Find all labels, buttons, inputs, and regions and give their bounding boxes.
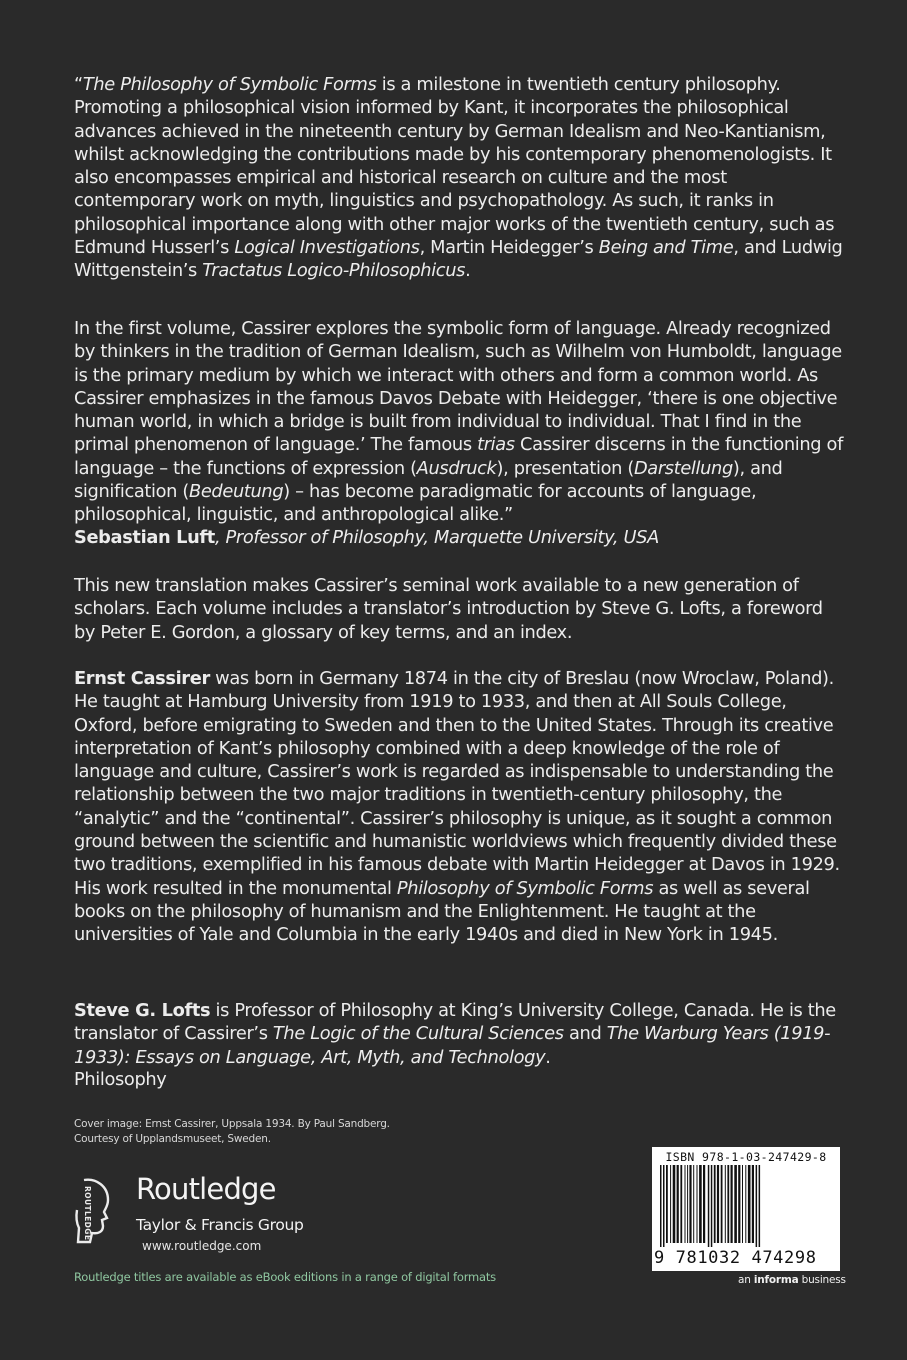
quote-paragraph-1-run: , and Ludwig Wittgenstein’s — [74, 237, 843, 282]
quote-paragraph-2-run: ) – has become paradigmatic for accounts of language, philosophical, linguistic, and anthropological alike.” — [74, 481, 757, 526]
barcode-bars — [658, 1165, 834, 1247]
quote-paragraph-2-run: ), and signification ( — [74, 457, 783, 503]
translator-bio-run: The Logic of the Cultural Sciences — [272, 1023, 564, 1045]
barcode-bar — [703, 1165, 705, 1243]
barcode-bar — [738, 1165, 740, 1243]
subject-label: Philosophy — [74, 1069, 167, 1090]
quote-paragraph-1-run: is a milestone in twentieth century philosophy. Promoting a philosophical vision informed by Kant, it incorporates the philosophical advances achieved in the nineteenth century by German Idealism and Neo-Kantianism, whilst acknowledging the contributions made by his contemporary phenomenologists. It also encompasses empirical and historical research on culture and the most contemporary work on myth, linguistics and psychopathology. As such, it ranks in philosophical importance along with other major works of the twentieth century, such as Edmund Husserl’s — [74, 74, 835, 259]
barcode-bar — [759, 1165, 761, 1247]
informa-suffix: business — [798, 1274, 846, 1286]
translator-bio-run: Steve G. Lofts — [74, 1000, 211, 1021]
isbn-barcode — [652, 1147, 840, 1271]
quote-paragraph-2-run: trias — [477, 434, 515, 456]
barcode-bar — [670, 1165, 671, 1243]
barcode-bar — [687, 1165, 688, 1243]
author-bio — [74, 667, 844, 947]
author-bio-run: Ernst Cassirer — [74, 668, 210, 689]
author-bio-run: was born in Germany 1874 in the city of Breslau (now Wroclaw, Poland). He taught at Hamburg University from 1919 to 1933, and then at All Souls College, Oxford, before emigrating to Sweden and then to the United States. Through its creative interpretation of Kant’s philosophy combined with a deep knowledge of the role of language and culture, Cassirer’s work is regarded as indispensable to understanding the relationship between the two major traditions in twentieth-century philosophy, the “analytic” and the “continental”. Cassirer’s philosophy is unique, as it sought a common ground between the scientific and humanistic worldviews which frequently divided these two traditions, exemplified in his famous debate with Martin Heidegger at Davos in 1929. His work resulted in the monumental — [74, 668, 840, 899]
quote-paragraph-2-run: Darstellung — [633, 457, 733, 479]
quote-paragraph-1-run: Logical Investigations — [234, 237, 420, 259]
quote-paragraph-2-run: Ausdruck — [416, 457, 497, 479]
informa-brand: informa — [753, 1274, 799, 1286]
routledge-head-icon — [74, 1176, 112, 1244]
author-bio-run: Philosophy of Symbolic Forms — [396, 877, 654, 899]
informa-tagline — [738, 1274, 846, 1286]
barcode-bar — [673, 1165, 676, 1243]
barcode-bar — [677, 1165, 679, 1243]
translator-bio — [74, 999, 844, 1069]
isbn-digits: 9 781032 474298 — [654, 1248, 817, 1268]
barcode-bar — [717, 1165, 719, 1243]
translator-bio-run: The Warburg Years (1919-1933): Essays on Language, Art, Myth, and Technology — [74, 1023, 831, 1068]
publisher-name: Routledge — [136, 1172, 276, 1206]
barcode-bar — [714, 1165, 716, 1243]
barcode-bar — [725, 1165, 726, 1243]
quote-paragraph-1-run: , Martin Heidegger’s — [419, 237, 599, 259]
barcode-bar — [708, 1165, 710, 1247]
barcode-bar — [752, 1165, 754, 1243]
barcode-bar — [693, 1165, 694, 1243]
informa-prefix: an — [738, 1274, 754, 1286]
barcode-bar — [689, 1165, 691, 1243]
quote-paragraph-1-run: Being and Time — [598, 237, 734, 259]
quote-paragraph-1-run: The Philosophy of Symbolic Forms — [82, 74, 377, 95]
barcode-bar — [663, 1165, 665, 1247]
quote-attribution — [74, 526, 844, 549]
quote-paragraph-1-run: Tractatus Logico-Philosophicus — [202, 260, 466, 282]
cover-credit-line-2: Courtesy of Upplandsmuseet, Sweden. — [74, 1133, 271, 1145]
quote-paragraph-1 — [74, 73, 844, 283]
quote-paragraph-1-run: . — [465, 260, 471, 282]
ebook-note: Routledge titles are available as eBook editions in a range of digital formats — [74, 1270, 496, 1284]
isbn-label: ISBN 978-1-03-247429-8 — [665, 1150, 827, 1164]
quote-paragraph-1-run: “ — [74, 74, 83, 95]
quote-paragraph-2-run: Bedeutung — [188, 481, 284, 503]
barcode-bar — [680, 1165, 682, 1243]
barcode-bar — [721, 1165, 723, 1243]
barcode-bar — [666, 1165, 668, 1243]
logo-vertical-text: ROUTLEDGE — [83, 1186, 92, 1241]
barcode-bar — [660, 1165, 662, 1247]
barcode-bar — [742, 1165, 743, 1243]
attribution-affiliation: , Professor of Philosophy, Marquette University, USA — [214, 527, 659, 548]
routledge-logo — [70, 1172, 370, 1262]
quote-paragraph-2 — [74, 317, 844, 527]
barcode-bar — [756, 1165, 758, 1247]
translator-bio-run: is Professor of Philosophy at King’s University College, Canada. He is the translator of Cassirer’s — [74, 1000, 836, 1045]
translation-paragraph: This new translation makes Cassirer’s seminal work available to a new generation of scholars. Each volume includes a translator’s introduction by Steve G. Lofts, a foreword by Peter E. Gordon, a glossary of key terms, and an index. — [74, 575, 823, 643]
attribution-name: Sebastian Luft — [74, 527, 215, 548]
publisher-group: Taylor & Francis Group — [136, 1216, 304, 1234]
publisher-url: www.routledge.com — [142, 1239, 262, 1253]
barcode-bar — [748, 1165, 751, 1243]
author-bio-run: as well as several books on the philosophy of humanism and the Enlightenment. He taught at the universities of Yale and Columbia in the early 1940s and died in New York in 1945. — [74, 877, 810, 946]
quote-paragraph-2-run: Cassirer discerns in the functioning of language – the functions of expression ( — [74, 434, 843, 479]
quote-paragraph-2-run: ), presentation ( — [496, 457, 634, 479]
cover-credit-line-1: Cover image: Ernst Cassirer, Uppsala 1934. By Paul Sandberg. — [74, 1118, 390, 1130]
barcode-bar — [699, 1165, 702, 1243]
barcode-bar — [711, 1165, 713, 1247]
barcode-bar — [727, 1165, 729, 1243]
barcode-bar — [697, 1165, 698, 1243]
barcode-bar — [731, 1165, 733, 1243]
barcode-bar — [745, 1165, 746, 1243]
barcode-bar — [734, 1165, 737, 1243]
translator-bio-run: and — [563, 1023, 607, 1045]
translator-bio-run: . — [545, 1046, 551, 1068]
barcode-bar — [685, 1165, 686, 1243]
cover-credit — [74, 1117, 434, 1147]
quote-paragraph-2-run: In the first volume, Cassirer explores the symbolic form of language. Already recognized by thinkers in the tradition of German Idealism, such as Wilhelm von Humboldt, language is the primary medium by which we interact with others and form a common world. As Cassirer emphasizes in the famous Davos Debate with Heidegger, ‘there is one objective human world, in which a bridge is built from individual to individual. That I find in the primal phenomenon of language.’ The famous — [74, 318, 842, 456]
